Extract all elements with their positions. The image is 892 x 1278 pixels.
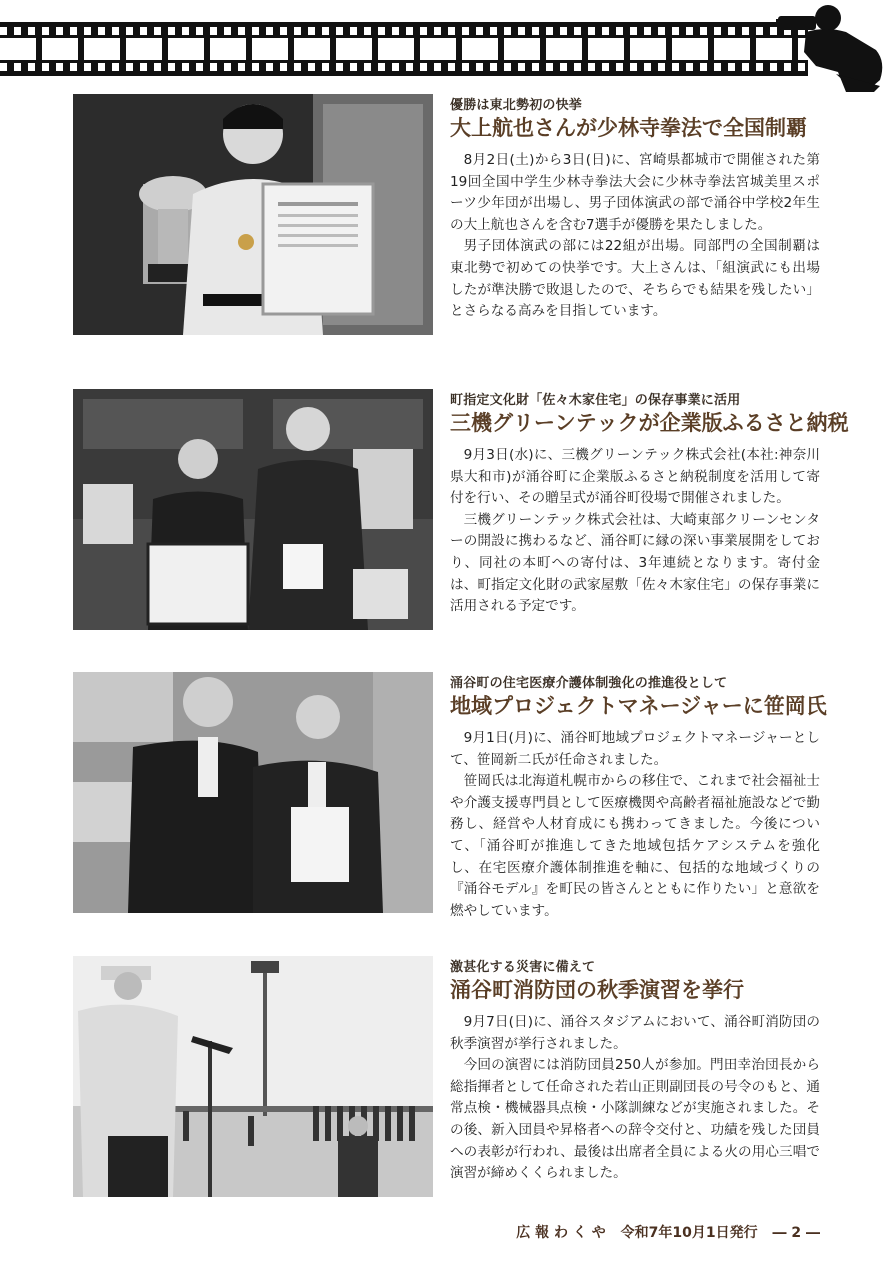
article-body — [450, 728, 820, 922]
article-text — [450, 672, 827, 922]
article-text — [450, 94, 820, 323]
article-body — [450, 445, 820, 618]
article-project-manager — [73, 672, 827, 919]
page-footer — [506, 1222, 820, 1242]
article-photo — [73, 672, 433, 913]
article-paragraph: 今回の演習には消防団員250人が参加。門田幸治団長から総指揮者として任命された若山正則副団長の号令のもと、通常点検・機械器具点検・小隊訓練などが実施されました。その後、新入団員や昇格者への辞令交付と、功績を残した団員への表彰が行われ、最後は出席者全員による火の用心三唱で演習が締めくくられました。 — [450, 1057, 820, 1182]
film-strip-banner — [0, 22, 808, 76]
article-paragraph: 9月7日(日)に、涌谷スタジアムにおいて、涌谷町消防団の秋季演習が挙行されました。 — [450, 1014, 820, 1052]
article-kicker: 涌谷町の住宅医療介護体制強化の推進役として — [450, 676, 728, 691]
article-headline: 三機グリーンテックが企業版ふるさと納税 — [450, 411, 849, 435]
article-fire-drill — [73, 956, 823, 1201]
article-body — [450, 150, 820, 323]
issue-date: 令和7年10月1日発行 — [620, 1225, 758, 1241]
article-kicker: 町指定文化財「佐々木家住宅」の保存事業に活用 — [450, 393, 741, 408]
photographer-icon — [776, 2, 888, 94]
article-paragraph: 男子団体演武の部には22組が出場。同部門の全国制覇は東北勢で初めての快挙です。大上さんは、「組演武にも出場したが準決勝で敗退したので、そちらでも結果を残したい」とさらなる高みを目指しています。 — [450, 238, 820, 320]
article-headline: 地域プロジェクトマネージャーに笹岡氏 — [450, 694, 827, 718]
article-kicker: 激甚化する災害に備えて — [450, 960, 596, 975]
article-paragraph: 9月3日(水)に、三機グリーンテック株式会社(本社:神奈川県大和市)が涌谷町に企業版ふるさと納税制度を活用して寄付を行い、その贈呈式が涌谷町役場で開催されました。 — [450, 447, 820, 507]
article-text — [450, 389, 849, 618]
article-paragraph: 笹岡氏は北海道札幌市からの移住で、これまで社会福祉士や介護支援専門員として医療機関や高齢者福祉施設などで勤務し、経営や人材育成にも携わってきました。今後について、「涌谷町が推進してきた地域包括ケアシステムを強化し、在宅医療介護体制推進を軸に、包括的な地域づくりの『涌谷モデル』を町民の皆さんとともに作りたい」と意欲を燃やしています。 — [450, 773, 820, 919]
article-paragraph: 三機グリーンテック株式会社は、大崎東部クリーンセンターの開設に携わるなど、涌谷町に縁の深い事業展開をしており、同社の本町への寄付は、3年連続となります。寄付金は、町指定文化財の武家屋敷「佐々木家住宅」の保存事業に活用される予定です。 — [450, 511, 820, 615]
film-perforations-top — [0, 27, 808, 35]
article-furusato-tax — [73, 389, 849, 634]
article-photo — [73, 94, 433, 335]
film-perforations-bottom — [0, 63, 808, 71]
article-paragraph: 9月1日(月)に、涌谷町地域プロジェクトマネージャーとして、笹岡新二氏が任命されました。 — [450, 730, 820, 768]
article-headline: 大上航也さんが少林寺拳法で全国制覇 — [450, 116, 807, 140]
film-frames — [0, 38, 808, 60]
article-karate — [73, 94, 823, 339]
article-body — [450, 1012, 820, 1185]
article-text — [450, 956, 820, 1185]
publication-name: 広 報 わ く や — [516, 1225, 606, 1241]
page-number: ― 2 ― — [772, 1225, 820, 1241]
article-photo — [73, 956, 433, 1197]
article-kicker: 優勝は東北勢初の快挙 — [450, 98, 583, 113]
article-headline: 涌谷町消防団の秋季演習を挙行 — [450, 978, 744, 1002]
article-photo — [73, 389, 433, 630]
article-paragraph: 8月2日(土)から3日(日)に、宮崎県都城市で開催された第19回全国中学生少林寺拳法大会に少林寺拳法宮城美里スポーツ少年団が出場し、男子団体演武の部で涌谷中学校2年生の大上航也さんを含む7選手が優勝を果たしました。 — [450, 152, 820, 233]
